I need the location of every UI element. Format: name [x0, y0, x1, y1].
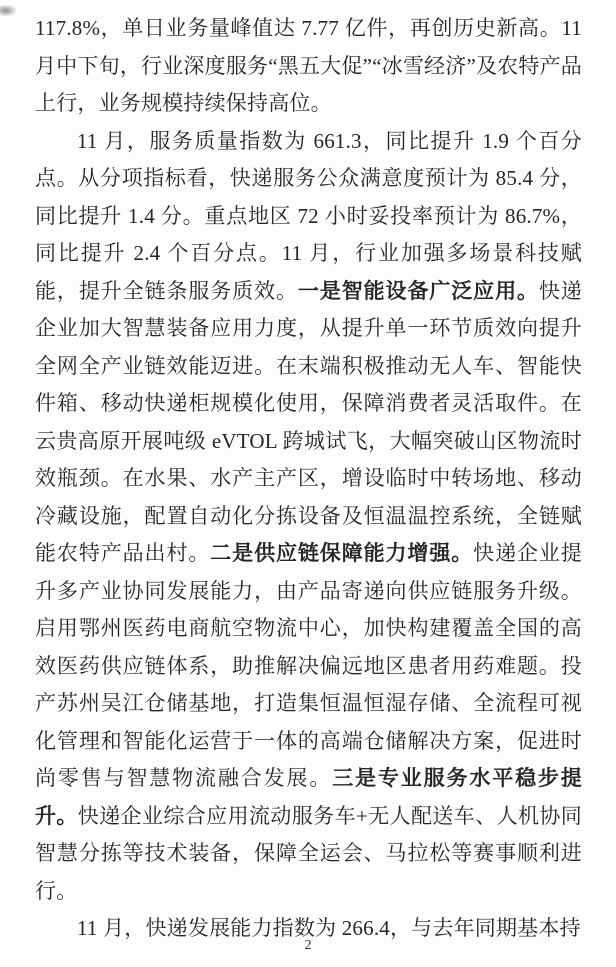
text-run: 11 月，服务质量指数为 661.3，同比提升 1.9 个百分点。从分项指标看，快递服务公众满意度预计为 85.4 分，同比提升 1.4 分。重点地区 72 小时妥投率预计为 86.7%，同比提升 2.4 个百分点。11 月，行业加强多场景科技赋能，提升全链条服务质效。 — [35, 128, 582, 303]
bold-heading-smart-equipment: 一是智能设备广泛应用。 — [297, 278, 539, 303]
text-run: 快递企业加大智慧装备应用力度，从提升单一环节质效向提升全网全产业链效能迈进。在末端积极推动无人车、智能快件箱、移动快递柜规模化使用，保障消费者灵活取件。在云贵高原开展吨级 eVTOL 跨城试飞，大幅突破山区物流时效瓶颈。在水果、水产主产区，增设临时中转场地、移动冷藏设施，配置自动化分拣设备及恒温温控系统，全链赋能农特产品出村。 — [35, 278, 582, 565]
paragraph-service-quality — [35, 123, 582, 911]
scan-artifact-smudge — [0, 5, 16, 16]
paragraph-continuation: 117.8%，单日业务量峰值达 7.77 亿件，再创历史新高。11 月中下旬，行业深度服务“黑五大促”“冰雪经济”及农特产品上行，业务规模持续保持高位。 — [35, 16, 582, 115]
document-content — [35, 10, 582, 948]
page-number: 2 — [304, 938, 312, 953]
bold-heading-supply-chain: 二是供应链保障能力增强。 — [210, 541, 474, 565]
paragraph-development-index: 11 月，快递发展能力指数为 266.4，与去年同期基本持 — [77, 916, 581, 940]
text-run: 快递企业综合应用流动服务车+无人配送车、人机协同智慧分拣等技术装备，保障全运会、马拉松等赛事顺利进行。 — [35, 803, 582, 903]
bold-heading-professional-level: 三是专业服务水平稳步提升。 — [35, 766, 582, 828]
text-run: 快递企业提升多产业协同发展能力，由产品寄递向供应链服务升级。启用鄂州医药电商航空物流中心，加快构建覆盖全国的高效医药供应链体系，助推解决偏远地区患者用药难题。投产苏州吴江仓储基地，打造集恒温恒湿存储、全流程可视化管理和智能化运营于一体的高端仓储解决方案，促进时尚零售与智慧物流融合发展。 — [35, 541, 583, 790]
